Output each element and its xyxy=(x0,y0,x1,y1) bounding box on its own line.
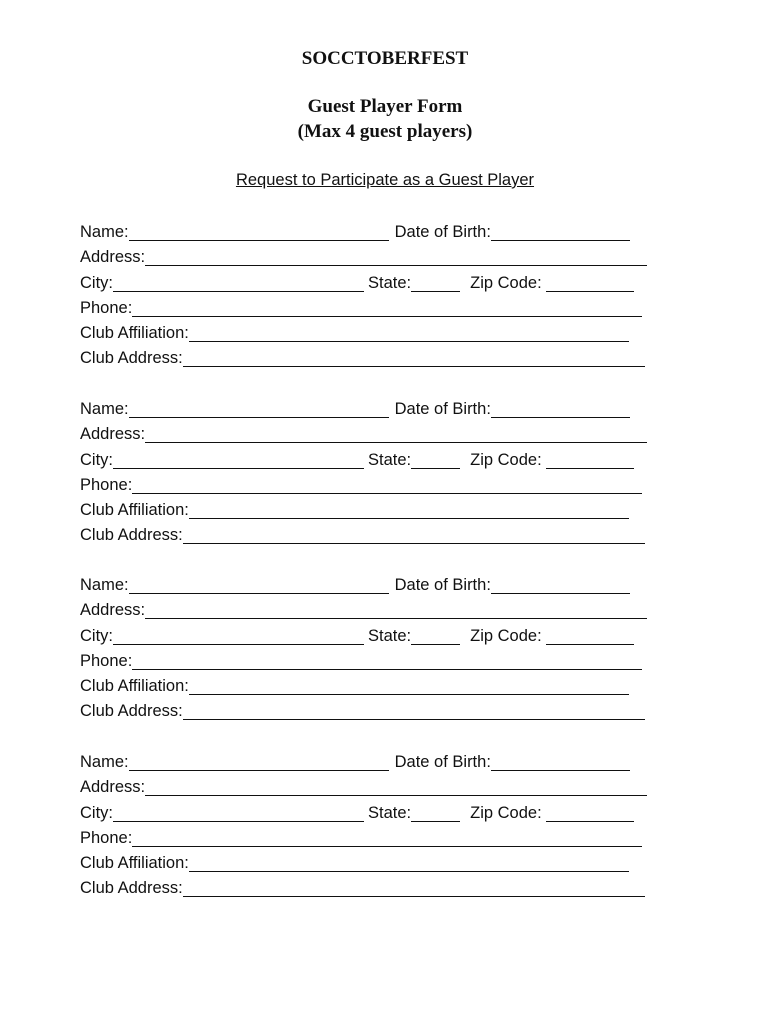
club-affiliation-label: Club Affiliation: xyxy=(80,323,189,342)
state-label: State: xyxy=(368,273,412,292)
address-row xyxy=(80,597,660,622)
guest-player-block-2 xyxy=(80,396,660,547)
club-affiliation-field[interactable] xyxy=(189,323,629,342)
name-label: Name: xyxy=(80,576,129,595)
city-row xyxy=(80,799,660,824)
name-row xyxy=(80,749,660,774)
city-field[interactable] xyxy=(113,626,364,645)
name-field[interactable] xyxy=(129,752,389,771)
club-address-row xyxy=(80,875,660,900)
state-label: State: xyxy=(368,626,412,645)
guest-player-block-4 xyxy=(80,749,660,900)
address-field[interactable] xyxy=(145,424,647,443)
zip-code-field[interactable] xyxy=(546,626,634,645)
zip-code-field[interactable] xyxy=(546,450,634,469)
phone-label: Phone: xyxy=(80,475,133,494)
state-field[interactable] xyxy=(411,450,460,469)
zip-code-field[interactable] xyxy=(546,803,634,822)
date-of-birth-field[interactable] xyxy=(491,575,630,594)
phone-field[interactable] xyxy=(132,475,642,494)
club-address-row xyxy=(80,698,660,723)
phone-row xyxy=(80,825,660,850)
club-affiliation-row xyxy=(80,320,660,345)
club-address-field[interactable] xyxy=(183,878,645,897)
club-affiliation-row xyxy=(80,673,660,698)
state-field[interactable] xyxy=(411,803,460,822)
guest-player-block-1 xyxy=(80,219,660,370)
state-field[interactable] xyxy=(411,626,460,645)
date-of-birth-field[interactable] xyxy=(491,222,630,241)
city-row xyxy=(80,622,660,647)
phone-label: Phone: xyxy=(80,651,133,670)
state-label: State: xyxy=(368,803,412,822)
club-affiliation-label: Club Affiliation: xyxy=(80,676,189,695)
state-field[interactable] xyxy=(411,273,460,292)
event-title: SOCCTOBERFEST xyxy=(301,48,469,69)
address-row xyxy=(80,244,660,269)
club-address-row xyxy=(80,522,660,547)
date-of-birth-field[interactable] xyxy=(491,752,630,771)
phone-label: Phone: xyxy=(80,828,133,847)
address-row xyxy=(80,421,660,446)
club-affiliation-row xyxy=(80,497,660,522)
club-address-label: Club Address: xyxy=(80,526,183,545)
city-row xyxy=(80,269,660,294)
club-address-label: Club Address: xyxy=(80,349,183,368)
date-of-birth-label: Date of Birth: xyxy=(394,223,491,242)
club-affiliation-label: Club Affiliation: xyxy=(80,500,189,519)
city-row xyxy=(80,446,660,471)
phone-row xyxy=(80,648,660,673)
name-row xyxy=(80,219,660,244)
phone-field[interactable] xyxy=(132,828,642,847)
club-affiliation-row xyxy=(80,850,660,875)
city-field[interactable] xyxy=(113,450,364,469)
date-of-birth-label: Date of Birth: xyxy=(394,753,491,772)
zip-code-label: Zip Code: xyxy=(470,626,542,645)
city-field[interactable] xyxy=(113,803,364,822)
club-address-row xyxy=(80,345,660,370)
city-field[interactable] xyxy=(113,273,364,292)
city-label: City: xyxy=(80,803,113,822)
address-label: Address: xyxy=(80,425,146,444)
address-label: Address: xyxy=(80,778,146,797)
name-label: Name: xyxy=(80,223,129,242)
name-row xyxy=(80,572,660,597)
instruction-heading: Request to Participate as a Guest Player xyxy=(235,171,535,189)
name-field[interactable] xyxy=(129,575,389,594)
club-address-field[interactable] xyxy=(183,701,645,720)
date-of-birth-label: Date of Birth: xyxy=(394,400,491,419)
date-of-birth-label: Date of Birth: xyxy=(394,576,491,595)
club-affiliation-field[interactable] xyxy=(189,853,629,872)
zip-code-label: Zip Code: xyxy=(470,273,542,292)
name-label: Name: xyxy=(80,400,129,419)
name-field[interactable] xyxy=(129,399,389,418)
address-field[interactable] xyxy=(145,247,647,266)
date-of-birth-field[interactable] xyxy=(491,399,630,418)
club-affiliation-label: Club Affiliation: xyxy=(80,853,189,872)
zip-code-label: Zip Code: xyxy=(470,450,542,469)
phone-row xyxy=(80,472,660,497)
phone-field[interactable] xyxy=(132,298,642,317)
club-address-label: Club Address: xyxy=(80,879,183,898)
name-label: Name: xyxy=(80,753,129,772)
guest-player-block-3 xyxy=(80,572,660,723)
city-label: City: xyxy=(80,450,113,469)
address-row xyxy=(80,774,660,799)
phone-field[interactable] xyxy=(132,651,642,670)
form-subtitle: (Max 4 guest players) xyxy=(297,121,473,142)
city-label: City: xyxy=(80,626,113,645)
phone-row xyxy=(80,295,660,320)
address-field[interactable] xyxy=(145,777,647,796)
club-address-label: Club Address: xyxy=(80,702,183,721)
club-address-field[interactable] xyxy=(183,348,645,367)
name-row xyxy=(80,396,660,421)
form-title: Guest Player Form xyxy=(307,96,463,117)
address-field[interactable] xyxy=(145,600,647,619)
club-affiliation-field[interactable] xyxy=(189,500,629,519)
zip-code-field[interactable] xyxy=(546,273,634,292)
address-label: Address: xyxy=(80,248,146,267)
phone-label: Phone: xyxy=(80,298,133,317)
city-label: City: xyxy=(80,273,113,292)
club-affiliation-field[interactable] xyxy=(189,676,629,695)
club-address-field[interactable] xyxy=(183,525,645,544)
zip-code-label: Zip Code: xyxy=(470,803,542,822)
state-label: State: xyxy=(368,450,412,469)
name-field[interactable] xyxy=(129,222,389,241)
address-label: Address: xyxy=(80,601,146,620)
